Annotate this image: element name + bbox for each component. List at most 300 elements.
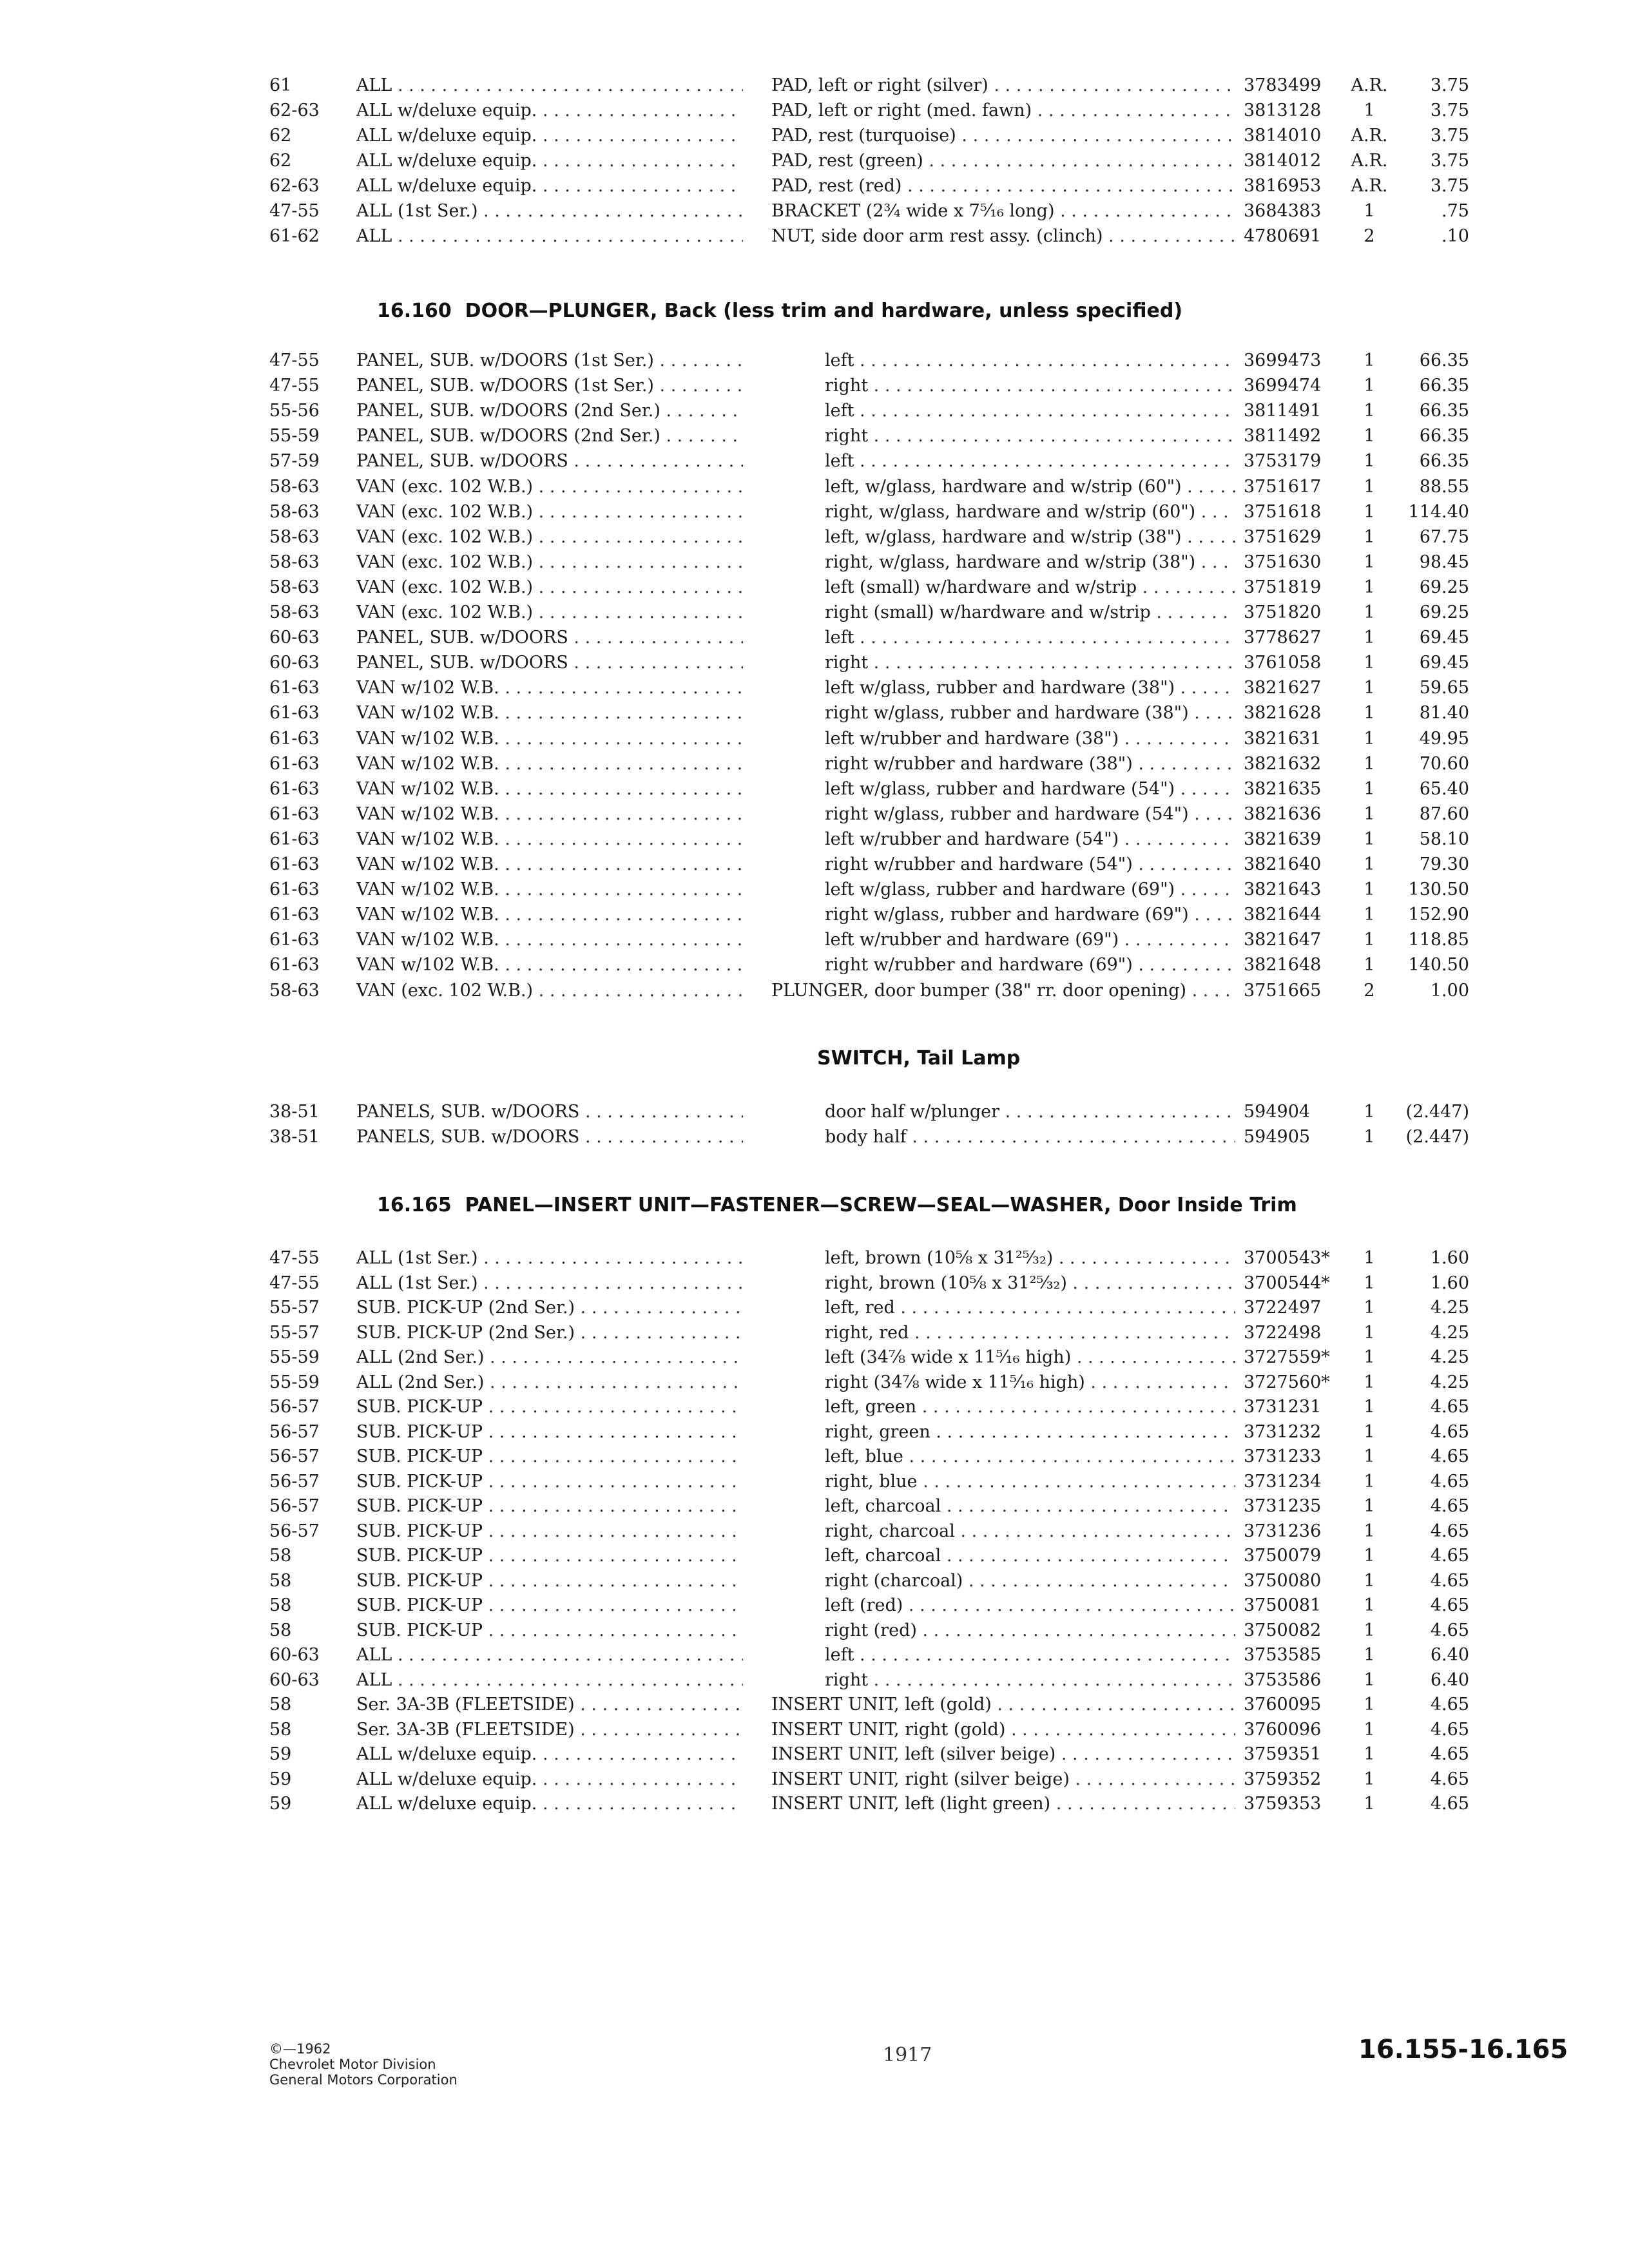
part-number: 3778627: [1244, 628, 1322, 648]
table-row: [0, 1669, 1629, 1692]
model-applicability: SUB. PICK-UP . . .: [356, 1619, 743, 1642]
part-description: INSERT UNIT, right (silver beige) . . .: [771, 1768, 1235, 1791]
part-number: 3699474: [1244, 376, 1322, 396]
model-year: 56-57: [269, 1521, 320, 1541]
model-year: 61-63: [269, 753, 320, 774]
quantity: 1: [1364, 1397, 1375, 1417]
model-year: 61: [269, 75, 292, 95]
model-year: 61-63: [269, 703, 320, 724]
list-price: 4.65: [1430, 1719, 1469, 1740]
model-applicability: ALL (1st Ser.) . . .: [356, 200, 743, 223]
list-price: 4.65: [1430, 1695, 1469, 1715]
list-price: 3.75: [1430, 176, 1469, 196]
model-applicability: VAN w/102 W.B. . . .: [356, 878, 743, 901]
quantity: 1: [1364, 401, 1375, 421]
list-price: 87.60: [1419, 803, 1469, 824]
table-row: [0, 878, 1629, 901]
part-description: PAD, rest (turquoise) . . .: [771, 124, 1235, 148]
table-row: [0, 1768, 1629, 1791]
model-year: 59: [269, 1794, 292, 1814]
section-heading-16-165: [377, 1194, 1297, 1216]
model-applicability: VAN (exc. 102 W.B.) . . .: [356, 526, 743, 549]
part-number: 3814012: [1244, 151, 1322, 171]
quantity: 1: [1364, 602, 1375, 622]
section-title: DOOR—PLUNGER, Back: [465, 300, 717, 322]
table-row: [0, 1619, 1629, 1642]
quantity: 1: [1364, 1298, 1375, 1318]
list-price: 66.35: [1419, 426, 1469, 447]
list-price: 4.65: [1430, 1620, 1469, 1640]
table-row: [0, 225, 1629, 248]
table-row: [0, 526, 1629, 549]
part-description: right w/glass, rubber and hardware (54") . . .: [825, 803, 1235, 826]
list-price: 4.65: [1430, 1496, 1469, 1516]
part-number: 3751819: [1244, 577, 1322, 597]
part-number: 3821627: [1244, 678, 1322, 698]
part-description: left (34⅞ wide x 11⁵⁄₁₆ high) . . .: [825, 1346, 1235, 1369]
list-price: (2.447): [1405, 1127, 1469, 1147]
list-price: 66.35: [1419, 401, 1469, 421]
quantity: 1: [1364, 201, 1375, 221]
quantity: 1: [1364, 1421, 1375, 1442]
model-year: 55-57: [269, 1322, 320, 1343]
quantity: 1: [1364, 1695, 1375, 1715]
part-number: 3821648: [1244, 955, 1322, 975]
model-applicability: ALL (1st Ser.) . . .: [356, 1272, 743, 1295]
list-price: 81.40: [1419, 703, 1469, 724]
model-year: 47-55: [269, 376, 320, 396]
model-year: 60-63: [269, 653, 320, 673]
part-number: 3731234: [1244, 1471, 1322, 1492]
model-applicability: VAN w/102 W.B. . . .: [356, 853, 743, 876]
part-number: 3759352: [1244, 1769, 1322, 1789]
quantity: 1: [1364, 351, 1375, 370]
quantity: 1: [1364, 653, 1375, 673]
table-row: [0, 954, 1629, 977]
model-applicability: VAN (exc. 102 W.B.) . . .: [356, 576, 743, 599]
part-number: 3750082: [1244, 1620, 1322, 1640]
part-description: right, w/glass, hardware and w/strip (60") . . .: [825, 501, 1235, 524]
model-applicability: ALL w/deluxe equip. . . .: [356, 149, 743, 173]
model-applicability: VAN w/102 W.B. . . .: [356, 753, 743, 776]
table-row: [0, 651, 1629, 675]
part-number: 3783499: [1244, 75, 1322, 95]
list-price: 130.50: [1408, 879, 1469, 900]
model-year: 47-55: [269, 1248, 320, 1268]
part-number: 3761058: [1244, 653, 1322, 673]
model-year: 58: [269, 1620, 292, 1640]
part-description: right (34⅞ wide x 11⁵⁄₁₆ high) . . .: [825, 1371, 1235, 1394]
model-applicability: PANEL, SUB. w/DOORS (1st Ser.) . . .: [356, 349, 743, 372]
model-year: 59: [269, 1769, 292, 1789]
table-row: [0, 576, 1629, 599]
quantity: 1: [1364, 376, 1375, 396]
model-year: 61-63: [269, 854, 320, 874]
model-year: 38-51: [269, 1127, 320, 1147]
list-price: 69.45: [1419, 653, 1469, 673]
list-price: 4.65: [1430, 1471, 1469, 1492]
part-description: left, w/glass, hardware and w/strip (60") . . .: [825, 476, 1235, 499]
table-row: [0, 399, 1629, 423]
list-price: 66.35: [1419, 376, 1469, 396]
list-price: 6.40: [1430, 1669, 1469, 1690]
model-year: 58-63: [269, 980, 320, 1001]
table-row: [0, 99, 1629, 122]
part-number: 3727560*: [1244, 1372, 1330, 1392]
model-applicability: SUB. PICK-UP . . .: [356, 1396, 743, 1419]
part-description: left w/rubber and hardware (54") . . .: [825, 828, 1235, 851]
model-year: 61-63: [269, 728, 320, 749]
model-year: 57-59: [269, 451, 320, 472]
list-price: 140.50: [1408, 955, 1469, 975]
model-year: 58-63: [269, 602, 320, 622]
model-year: 61-63: [269, 879, 320, 900]
table-row: [0, 626, 1629, 649]
part-number: 3751665: [1244, 980, 1322, 1001]
part-number: 3811492: [1244, 426, 1322, 447]
model-applicability: SUB. PICK-UP . . .: [356, 1421, 743, 1444]
section-range: 16.155-16.165: [1358, 2035, 1568, 2064]
table-row: [0, 727, 1629, 751]
quantity: 1: [1364, 803, 1375, 824]
model-applicability: PANEL, SUB. w/DOORS . . .: [356, 450, 743, 473]
quantity: 1: [1364, 955, 1375, 975]
quantity: 1: [1364, 577, 1375, 597]
part-description: INSERT UNIT, left (light green) . . .: [771, 1792, 1235, 1816]
table-row: [0, 1792, 1629, 1816]
model-year: 61-63: [269, 803, 320, 824]
list-price: 69.25: [1419, 577, 1469, 597]
quantity: 1: [1364, 753, 1375, 774]
part-description: left . . .: [825, 399, 1235, 423]
quantity: 1: [1364, 1471, 1375, 1492]
corporation-name: General Motors Corporation: [269, 2072, 458, 2088]
model-year: 62: [269, 126, 292, 146]
part-number: 3751617: [1244, 476, 1322, 497]
part-description: right, w/glass, hardware and w/strip (38") . . .: [825, 551, 1235, 574]
part-description: right . . .: [825, 374, 1235, 398]
table-row: [0, 778, 1629, 801]
model-year: 60-63: [269, 628, 320, 648]
part-description: left w/glass, rubber and hardware (69") . . .: [825, 878, 1235, 901]
part-description: right (red) . . .: [825, 1619, 1235, 1642]
model-applicability: ALL (1st Ser.) . . .: [356, 1247, 743, 1270]
model-year: 61-63: [269, 778, 320, 799]
part-description: right w/glass, rubber and hardware (69") . . .: [825, 903, 1235, 927]
model-applicability: ALL (2nd Ser.) . . .: [356, 1346, 743, 1369]
part-description: left, charcoal . . .: [825, 1544, 1235, 1568]
part-number: 3699473: [1244, 351, 1322, 370]
list-price: 1.60: [1430, 1273, 1469, 1293]
part-number: 3753586: [1244, 1669, 1322, 1690]
part-description: right . . .: [825, 1669, 1235, 1692]
model-year: 58-63: [269, 552, 320, 572]
list-price: 67.75: [1419, 526, 1469, 547]
part-description: left . . .: [825, 1644, 1235, 1667]
model-applicability: VAN w/102 W.B. . . .: [356, 954, 743, 977]
list-price: 98.45: [1419, 552, 1469, 572]
part-number: 3731235: [1244, 1496, 1322, 1516]
table-row: [0, 828, 1629, 851]
table-row: [0, 1470, 1629, 1494]
quantity: 1: [1364, 1248, 1375, 1268]
quantity: 1: [1364, 1744, 1375, 1764]
section-title: SWITCH, Tail Lamp: [817, 1047, 1021, 1070]
list-price: .10: [1441, 226, 1469, 246]
table-row: [0, 349, 1629, 372]
part-description: right (charcoal) . . .: [825, 1570, 1235, 1593]
section-subtitle: Door Inside Trim: [1117, 1194, 1297, 1216]
quantity: 1: [1364, 426, 1375, 447]
table-row: [0, 1421, 1629, 1444]
model-year: 58-63: [269, 476, 320, 497]
part-number: 3821640: [1244, 854, 1322, 874]
table-row: [0, 149, 1629, 173]
quantity: 1: [1364, 1496, 1375, 1516]
table-row: [0, 175, 1629, 198]
quantity: 1: [1364, 552, 1375, 572]
quantity: 1: [1364, 1669, 1375, 1690]
model-year: 62: [269, 151, 292, 171]
part-description: left, green . . .: [825, 1396, 1235, 1419]
part-description: right . . .: [825, 651, 1235, 675]
model-applicability: VAN w/102 W.B. . . .: [356, 702, 743, 725]
model-year: 56-57: [269, 1397, 320, 1417]
division-name: Chevrolet Motor Division: [269, 2057, 436, 2072]
model-year: 55-56: [269, 401, 320, 421]
list-price: 4.65: [1430, 1397, 1469, 1417]
part-number: 594904: [1244, 1102, 1311, 1122]
quantity: 1: [1364, 879, 1375, 900]
quantity: 1: [1364, 1322, 1375, 1343]
part-number: 3760096: [1244, 1719, 1322, 1740]
model-applicability: PANELS, SUB. w/DOORS . . .: [356, 1100, 743, 1124]
part-description: right w/rubber and hardware (54") . . .: [825, 853, 1235, 876]
list-price: 69.45: [1419, 628, 1469, 648]
list-price: 70.60: [1419, 753, 1469, 774]
quantity: 1: [1364, 1620, 1375, 1640]
list-price: 4.65: [1430, 1521, 1469, 1541]
part-description: left (small) w/hardware and w/strip . . .: [825, 576, 1235, 599]
model-year: 58: [269, 1595, 292, 1615]
list-price: 58.10: [1419, 829, 1469, 849]
model-year: 47-55: [269, 351, 320, 370]
part-description: left w/glass, rubber and hardware (38") . . .: [825, 677, 1235, 700]
part-number: 3727559*: [1244, 1347, 1330, 1367]
list-price: 118.85: [1408, 930, 1469, 950]
part-number: 3821632: [1244, 753, 1322, 774]
quantity: 1: [1364, 501, 1375, 522]
part-number: 3753585: [1244, 1645, 1322, 1665]
list-price: 66.35: [1419, 451, 1469, 472]
model-year: 58: [269, 1570, 292, 1591]
model-applicability: SUB. PICK-UP . . .: [356, 1544, 743, 1568]
model-year: 47-55: [269, 201, 320, 221]
table-row: [0, 853, 1629, 876]
model-applicability: SUB. PICK-UP (2nd Ser.) . . .: [356, 1296, 743, 1320]
part-description: right w/glass, rubber and hardware (38") . . .: [825, 702, 1235, 725]
table-row: [0, 450, 1629, 473]
part-description: left (red) . . .: [825, 1594, 1235, 1617]
table-row: [0, 1570, 1629, 1593]
table-row: [0, 1272, 1629, 1295]
table-row: [0, 1594, 1629, 1617]
part-description: INSERT UNIT, right (gold) . . .: [771, 1718, 1235, 1742]
table-row: [0, 425, 1629, 448]
part-number: 3760095: [1244, 1695, 1322, 1715]
model-applicability: ALL . . .: [356, 1644, 743, 1667]
model-applicability: VAN w/102 W.B. . . .: [356, 677, 743, 700]
quantity: 1: [1364, 1546, 1375, 1566]
model-year: 62-63: [269, 176, 320, 196]
quantity: 1: [1364, 854, 1375, 874]
quantity: 1: [1364, 1570, 1375, 1591]
part-number: 3731231: [1244, 1397, 1322, 1417]
part-description: right (small) w/hardware and w/strip . . .: [825, 601, 1235, 624]
model-applicability: PANELS, SUB. w/DOORS . . .: [356, 1126, 743, 1149]
list-price: 4.65: [1430, 1794, 1469, 1814]
section-title: PANEL—INSERT UNIT—FASTENER—SCREW—SEAL—WASHER,: [465, 1194, 1112, 1216]
model-applicability: VAN (exc. 102 W.B.) . . .: [356, 551, 743, 574]
model-year: 62-63: [269, 101, 320, 120]
model-year: 60-63: [269, 1669, 320, 1690]
model-applicability: SUB. PICK-UP . . .: [356, 1495, 743, 1518]
part-description: left w/rubber and hardware (69") . . .: [825, 928, 1235, 952]
part-description: right w/rubber and hardware (69") . . .: [825, 954, 1235, 977]
part-number: 3700543*: [1244, 1248, 1330, 1268]
model-applicability: ALL w/deluxe equip. . . .: [356, 99, 743, 122]
part-number: 3821635: [1244, 778, 1322, 799]
model-applicability: SUB. PICK-UP . . .: [356, 1470, 743, 1494]
model-year: 38-51: [269, 1102, 320, 1122]
quantity: 2: [1364, 226, 1375, 246]
quantity: A.R.: [1351, 151, 1388, 171]
list-price: 114.40: [1408, 501, 1469, 522]
part-description: left, w/glass, hardware and w/strip (38") . . .: [825, 526, 1235, 549]
list-price: 3.75: [1430, 151, 1469, 171]
model-applicability: ALL w/deluxe equip. . . .: [356, 1743, 743, 1766]
part-number: 4780691: [1244, 226, 1322, 246]
part-number: 3821636: [1244, 803, 1322, 824]
part-description: PAD, left or right (med. fawn) . . .: [771, 99, 1235, 122]
part-number: 3722498: [1244, 1322, 1322, 1343]
part-description: PAD, rest (green) . . .: [771, 149, 1235, 173]
part-description: door half w/plunger . . .: [825, 1100, 1235, 1124]
quantity: 1: [1364, 1347, 1375, 1367]
table-row: [0, 1718, 1629, 1742]
model-year: 58: [269, 1546, 292, 1566]
model-applicability: VAN w/102 W.B. . . .: [356, 828, 743, 851]
list-price: 49.95: [1419, 728, 1469, 749]
quantity: 2: [1364, 980, 1375, 1001]
table-row: [0, 903, 1629, 927]
part-number: 3684383: [1244, 201, 1322, 221]
model-applicability: ALL . . .: [356, 1669, 743, 1692]
model-applicability: ALL w/deluxe equip. . . .: [356, 1768, 743, 1791]
model-year: 61-63: [269, 678, 320, 698]
table-row: [0, 928, 1629, 952]
table-row: [0, 803, 1629, 826]
table-row: [0, 1445, 1629, 1468]
part-description: left . . .: [825, 626, 1235, 649]
table-row: [0, 601, 1629, 624]
model-applicability: VAN w/102 W.B. . . .: [356, 903, 743, 927]
model-year: 59: [269, 1744, 292, 1764]
part-description: BRACKET (2¾ wide x 7⁵⁄₁₆ long) . . .: [771, 200, 1235, 223]
part-number: 3731232: [1244, 1421, 1322, 1442]
part-description: body half . . .: [825, 1126, 1235, 1149]
model-year: 58-63: [269, 577, 320, 597]
list-price: 1.60: [1430, 1248, 1469, 1268]
list-price: (2.447): [1405, 1102, 1469, 1122]
quantity: 1: [1364, 728, 1375, 749]
model-applicability: VAN (exc. 102 W.B.) . . .: [356, 601, 743, 624]
part-number: 3751820: [1244, 602, 1322, 622]
table-row: [0, 1371, 1629, 1394]
list-price: 4.65: [1430, 1595, 1469, 1615]
table-row: [0, 753, 1629, 776]
list-price: 4.65: [1430, 1421, 1469, 1442]
quantity: 1: [1364, 1372, 1375, 1392]
model-year: 61-62: [269, 226, 320, 246]
part-number: 3821647: [1244, 930, 1322, 950]
page-number: 1917: [883, 2044, 932, 2066]
part-number: 3750080: [1244, 1570, 1322, 1591]
list-price: 3.75: [1430, 101, 1469, 120]
model-applicability: VAN (exc. 102 W.B.) . . .: [356, 501, 743, 524]
list-price: 4.25: [1430, 1322, 1469, 1343]
table-row: [0, 677, 1629, 700]
part-number: 3821631: [1244, 728, 1322, 749]
part-number: 3700544*: [1244, 1273, 1330, 1293]
model-applicability: PANEL, SUB. w/DOORS . . .: [356, 651, 743, 675]
model-year: 61-63: [269, 930, 320, 950]
list-price: 69.25: [1419, 602, 1469, 622]
part-description: left, red . . .: [825, 1296, 1235, 1320]
model-year: 61-63: [269, 829, 320, 849]
part-number: 3811491: [1244, 401, 1322, 421]
part-number: 3816953: [1244, 176, 1322, 196]
quantity: 1: [1364, 703, 1375, 724]
table-row: [0, 1544, 1629, 1568]
quantity: 1: [1364, 829, 1375, 849]
part-description: PAD, left or right (silver) . . .: [771, 74, 1235, 97]
model-year: 56-57: [269, 1421, 320, 1442]
table-row: [0, 501, 1629, 524]
list-price: .75: [1441, 201, 1469, 221]
quantity: 1: [1364, 1102, 1375, 1122]
quantity: A.R.: [1351, 75, 1388, 95]
model-applicability: PANEL, SUB. w/DOORS (1st Ser.) . . .: [356, 374, 743, 398]
model-year: 55-57: [269, 1298, 320, 1318]
table-row: [0, 1100, 1629, 1124]
model-year: 56-57: [269, 1471, 320, 1492]
part-description: right, brown (10⅝ x 31²⁵⁄₃₂) . . .: [825, 1272, 1235, 1295]
part-number: 3753179: [1244, 451, 1322, 472]
table-row: [0, 551, 1629, 574]
quantity: 1: [1364, 930, 1375, 950]
part-description: left, charcoal . . .: [825, 1495, 1235, 1518]
table-row: [0, 1321, 1629, 1345]
table-row: [0, 1247, 1629, 1270]
quantity: 1: [1364, 476, 1375, 497]
list-price: 4.25: [1430, 1347, 1469, 1367]
list-price: 4.25: [1430, 1298, 1469, 1318]
model-applicability: PANEL, SUB. w/DOORS (2nd Ser.) . . .: [356, 399, 743, 423]
part-number: 3759351: [1244, 1744, 1322, 1764]
table-row: [0, 74, 1629, 97]
part-description: right . . .: [825, 425, 1235, 448]
